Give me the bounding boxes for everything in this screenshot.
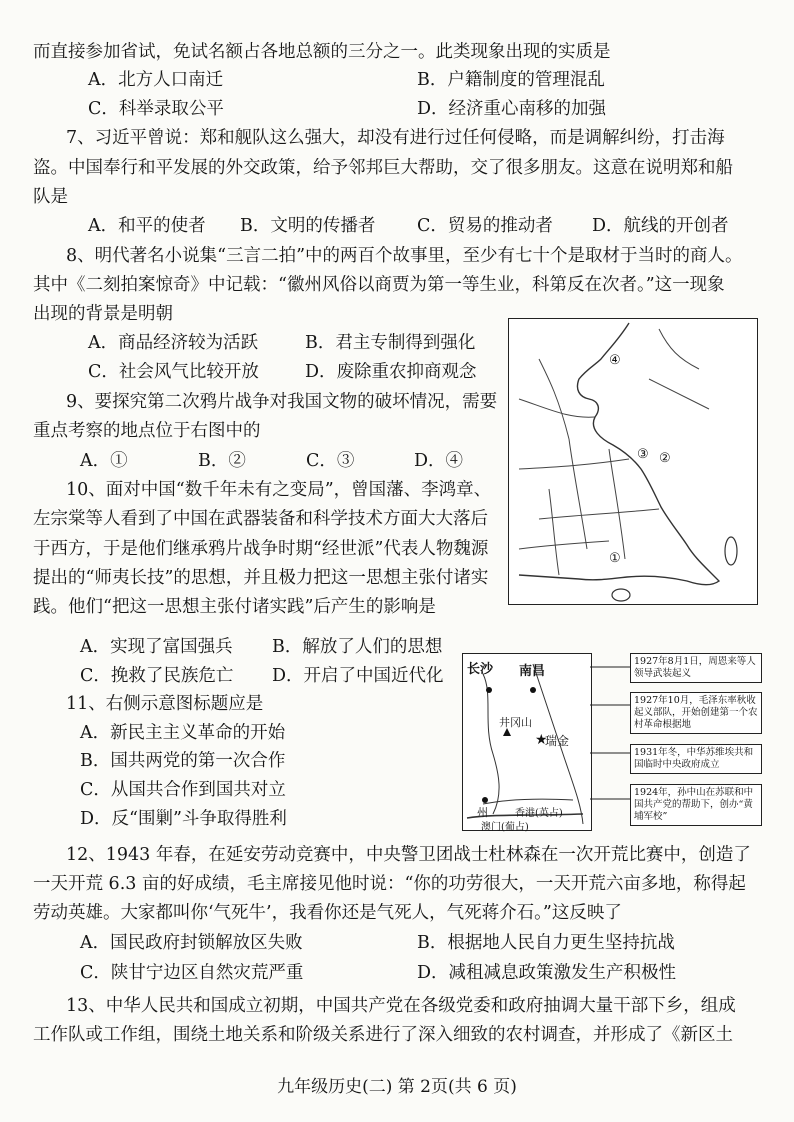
event-box-soviet-republic: 1931年冬，中华苏维埃共和国临时中央政府成立 xyxy=(630,744,762,774)
q11-option-b: B．国共两党的第一次合作 xyxy=(80,751,286,771)
label-guangzhou: 州 xyxy=(477,806,488,819)
label-jinggangshan: 井冈山 xyxy=(499,716,532,729)
china-map-outline-graphic xyxy=(509,319,757,604)
q12-option-c: C．陕甘宁边区自然灾荒严重 xyxy=(80,963,304,983)
event-box-whampoa: 1924年，孙中山在苏联和中国共产党的帮助下，创办“黄埔军校” xyxy=(630,784,762,826)
q12-option-a: A．国民政府封锁解放区失败 xyxy=(80,933,303,953)
q8-option-a: A．商品经济较为活跃 xyxy=(88,333,259,353)
q7-stem-2: 盗。中国奉行和平发展的外交政策，给予邻邦巨大帮助，交了很多朋友。这意在说明郑和船 xyxy=(33,158,733,178)
q11-option-c: C．从国共合作到国共对立 xyxy=(80,780,286,800)
event-box-autumn-harvest: 1927年10月，毛泽东率秋收起义部队，开始创建第一个农村革命根据地 xyxy=(630,692,762,734)
q10-stem-2: 左宗棠等人看到了中国在武器装备和科学技术方面大大落后 xyxy=(33,509,488,529)
q7-option-b: B．文明的传播者 xyxy=(240,216,376,236)
q8-option-d: D．废除重农抑商观念 xyxy=(305,362,477,382)
q6-option-a: A．北方人口南迁 xyxy=(88,70,224,90)
q10-option-b: B．解放了人们的思想 xyxy=(272,637,443,657)
q8-stem-3: 出现的背景是明朝 xyxy=(33,304,173,324)
label-nanchang: 南昌 xyxy=(519,664,546,679)
q9-option-d: D．④ xyxy=(414,451,464,471)
q11-option-a: A．新民主主义革命的开始 xyxy=(80,723,286,743)
page-footer: 九年级历史(二) 第 2页(共 6 页) xyxy=(277,1077,517,1097)
q10-stem-4: 提出的“师夷长技”的思想，并且极力把这一思想主张付诸实 xyxy=(33,568,489,588)
q12-stem-1: 12、1943 年春，在延安劳动竞赛中，中央警卫团战士杜林森在一次开荒比赛中，创造了 xyxy=(66,845,751,865)
q13-stem-2: 工作队或工作组，围绕土地关系和阶级关系进行了深入细致的农村调查，并形成了《新区土 xyxy=(33,1025,733,1045)
q11-stem-1: 11、右侧示意图标题应是 xyxy=(66,694,264,714)
marker-1: ① xyxy=(609,551,621,566)
q12-option-b: B．根据地人民自力更生坚持抗战 xyxy=(417,933,675,953)
q10-option-d: D．开启了中国近代化 xyxy=(272,666,444,686)
q9-option-a: A．① xyxy=(80,451,128,471)
q8-stem-1: 8、明代著名小说集“三言二拍”中的两百个故事里，至少有七十个是取材于当时的商人。 xyxy=(66,246,743,266)
q8-stem-2: 其中《二刻拍案惊奇》中记载：“徽州风俗以商贾为第一等生业，科第反在次者。”这一现象 xyxy=(33,275,725,295)
q7-option-a: A．和平的使者 xyxy=(88,216,206,236)
marker-3: ③ xyxy=(637,447,649,462)
q6-option-b: B．户籍制度的管理混乱 xyxy=(417,70,605,90)
q8-option-b: B．君主专制得到强化 xyxy=(305,333,476,353)
event-box-nanchang-uprising: 1927年8月1日，周恩来等人领导武装起义 xyxy=(630,653,762,683)
q10-stem-5: 践。他们“把这一思想主张付诸实践”后产生的影响是 xyxy=(33,597,436,617)
q6-option-c: C．科举录取公平 xyxy=(88,99,224,119)
q11-option-d: D．反“围剿”斗争取得胜利 xyxy=(80,809,287,829)
label-ruijin: 瑞金 xyxy=(545,734,570,748)
q10-option-a: A．实现了富国强兵 xyxy=(80,637,233,657)
q12-stem-3: 劳动英雄。大家都叫你‘气死牛’，我看你还是气死人，气死蒋介石。”这反映了 xyxy=(33,903,622,923)
q8-option-c: C．社会风气比较开放 xyxy=(88,362,259,382)
q6-option-d: D．经济重心南移的加强 xyxy=(417,99,607,119)
q10-stem-3: 于西方，于是他们继承鸦片战争时期“经世派”代表人物魏源 xyxy=(33,539,489,559)
q9-option-b: B．② xyxy=(198,451,246,471)
marker-2: ② xyxy=(659,451,671,466)
q13-stem-1: 13、中华人民共和国成立初期，中国共产党在各级党委和政府抽调大量干部下乡，组成 xyxy=(66,996,736,1016)
q9-stem-1: 9、要探究第二次鸦片战争对我国文物的破坏情况，需要 xyxy=(66,392,498,412)
event-connectors xyxy=(590,653,630,829)
q7-stem-3: 队是 xyxy=(33,187,68,207)
revolution-map xyxy=(462,653,592,831)
svg-text:★: ★ xyxy=(535,732,548,748)
q9-stem-2: 重点考察的地点位于右图中的 xyxy=(33,421,261,441)
label-xianggang: 香港(英占) xyxy=(515,808,563,819)
q7-option-c: C．贸易的推动者 xyxy=(417,216,553,236)
q10-stem-1: 10、面对中国“数千年未有之变局”，曾国藩、李鸿章、 xyxy=(66,480,492,500)
q12-stem-2: 一天开荒 6.3 亩的好成绩，毛主席接见他时说：“你的功劳很大，一天开荒六亩多地，称得起 xyxy=(33,874,746,894)
q9-option-c: C．③ xyxy=(306,451,355,471)
marker-4: ④ xyxy=(609,353,621,368)
china-map xyxy=(508,318,758,605)
q7-option-d: D．航线的开创者 xyxy=(592,216,729,236)
q6-stem-tail: 而直接参加省试，免试名额占各地总额的三分之一。此类现象出现的实质是 xyxy=(33,42,611,62)
q12-option-d: D．减租减息政策激发生产积极性 xyxy=(417,963,677,983)
label-changsha: 长沙 xyxy=(467,662,494,677)
q10-option-c: C．挽救了民族危亡 xyxy=(80,666,234,686)
q7-stem-1: 7、习近平曾说：郑和舰队这么强大，却没有进行过任何侵略，而是调解纠纷，打击海 xyxy=(66,128,725,148)
label-aomen: 澳门(葡占) xyxy=(481,822,529,833)
